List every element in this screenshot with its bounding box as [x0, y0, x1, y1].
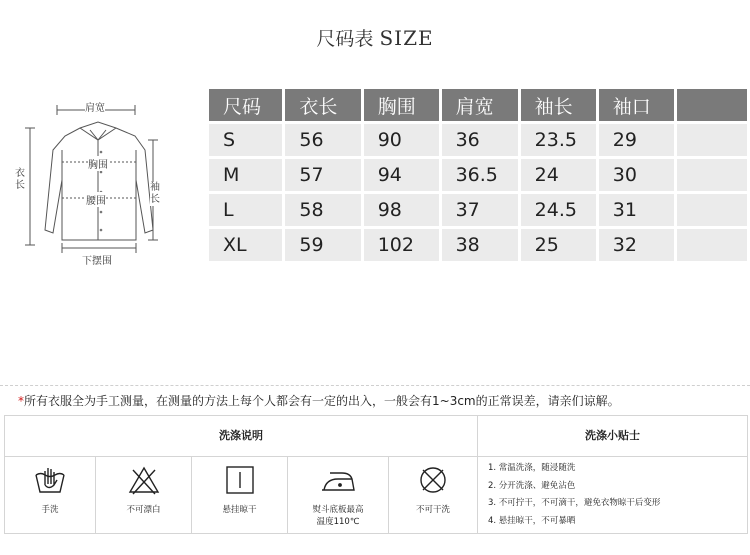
table-cell-blank: [677, 159, 747, 191]
hem-label: 下摆围: [82, 252, 112, 267]
table-cell: 24: [521, 159, 596, 191]
list-item: 1. 常温洗涤，随浸随洗: [488, 463, 576, 473]
size-table-header: [209, 89, 747, 121]
hand-wash-label: 手洗: [41, 505, 59, 515]
shirt-diagram: [10, 90, 190, 265]
table-cell: 57: [285, 159, 360, 191]
waist-label: 腰围: [86, 192, 106, 207]
table-cell: 31: [599, 194, 674, 226]
table-cell-blank: [677, 124, 747, 156]
table-cell: 23.5: [521, 124, 596, 156]
table-cell: 90: [364, 124, 439, 156]
note-star: *: [18, 394, 24, 408]
header-shoulder: 肩宽: [442, 89, 518, 121]
header-cuff: 袖口: [599, 89, 674, 121]
shirt-illustration: [10, 90, 190, 265]
table-cell: 25: [521, 229, 596, 261]
washing-instructions-title: 洗涤说明: [5, 416, 478, 457]
table-cell-blank: [677, 229, 747, 261]
table-cell: 30: [599, 159, 674, 191]
table-cell: 36: [442, 124, 518, 156]
table-cell: 38: [442, 229, 518, 261]
page-title-cn: 尺码表: [316, 28, 374, 50]
list-item: 3. 不可拧干，不可滴干，避免衣物晾干后变形: [488, 498, 661, 508]
table-cell: L: [209, 194, 282, 226]
table-row: [209, 229, 747, 261]
header-length: 衣长: [285, 89, 360, 121]
care-item-iron: [288, 457, 389, 533]
header-size: 尺码: [209, 89, 282, 121]
iron-label-line1: 熨斗底板最高: [312, 505, 364, 515]
list-item: 2. 分开洗涤、避免沾色: [488, 480, 576, 491]
table-cell: 36.5: [442, 159, 518, 191]
care-item-no-dry-clean: [389, 457, 478, 533]
list-item: 4. 悬挂晾干，不可暴晒: [488, 515, 576, 526]
table-row: [209, 124, 747, 156]
iron-icon: [318, 465, 358, 499]
table-cell: 37: [442, 194, 518, 226]
sleeve-length-label: 袖长: [150, 182, 160, 205]
note-divider: [0, 385, 750, 386]
chest-label: 胸围: [88, 156, 108, 171]
shoulder-width-label: 肩宽: [85, 99, 105, 114]
table-cell: 29: [599, 124, 674, 156]
header-chest: 胸围: [364, 89, 439, 121]
care-item-hand-wash: [5, 457, 96, 533]
table-cell-blank: [677, 194, 747, 226]
washing-tips-title: 洗涤小贴士: [478, 416, 747, 457]
size-table: [206, 86, 750, 264]
iron-label-line2: 温度110℃: [316, 517, 360, 527]
table-cell: 59: [285, 229, 360, 261]
table-cell: XL: [209, 229, 282, 261]
table-cell: 32: [599, 229, 674, 261]
table-cell: 58: [285, 194, 360, 226]
no-bleach-label: 不可漂白: [126, 505, 161, 515]
hand-wash-icon: [33, 465, 67, 499]
table-cell: 24.5: [521, 194, 596, 226]
page-title: [0, 24, 750, 51]
table-cell: 98: [364, 194, 439, 226]
note-text: 所有衣服全为手工测量，在测量的方法上每个人都会有一定的出入，一般会有1~3cm的正常误差，请亲们谅解。: [24, 394, 620, 408]
table-row: [209, 194, 747, 226]
care-item-no-bleach: [96, 457, 192, 533]
header-blank: [677, 89, 747, 121]
length-label: 衣长: [15, 168, 25, 191]
washing-tips-list: [488, 460, 660, 530]
table-cell: S: [209, 124, 282, 156]
table-cell: 102: [364, 229, 439, 261]
table-row: [209, 159, 747, 191]
measurement-note: [18, 392, 620, 409]
iron-label: [288, 504, 388, 528]
care-section: [4, 415, 748, 534]
hang-dry-icon: [223, 465, 257, 499]
no-tumble-dry-icon: [416, 465, 450, 499]
no-bleach-icon: [127, 465, 161, 499]
page-title-en: SIZE: [379, 26, 434, 50]
header-sleeve: 袖长: [521, 89, 596, 121]
table-cell: 56: [285, 124, 360, 156]
care-item-hang-dry: [192, 457, 288, 533]
table-cell: 94: [364, 159, 439, 191]
hang-dry-label: 悬挂晾干: [222, 505, 257, 515]
table-cell: M: [209, 159, 282, 191]
no-tumble-dry-label: 不可干洗: [415, 505, 450, 515]
